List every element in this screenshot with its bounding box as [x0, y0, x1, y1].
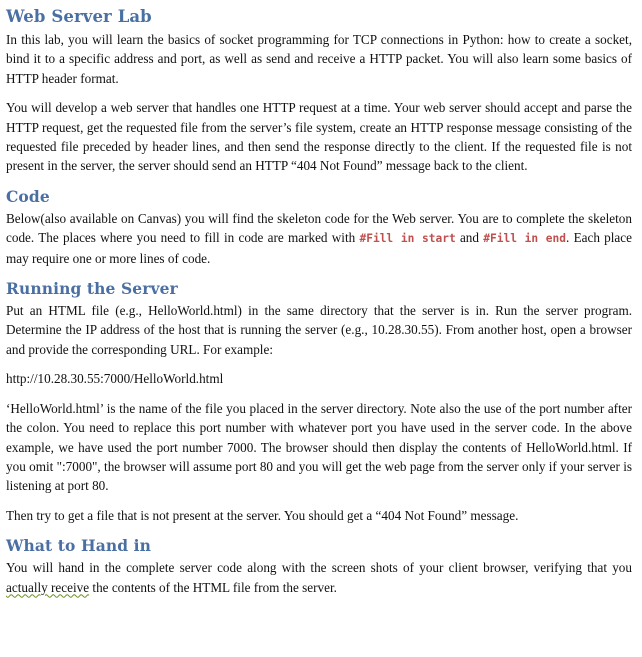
- handin-text-after: the contents of the HTML file from the server.: [89, 579, 337, 595]
- handin-text-before: You will hand in the complete server code along with the screen shots of your client browser, verifying that you: [6, 560, 632, 576]
- running-paragraph-3: Then try to get a file that is not present at the server. You should get a “404 Not Found” message.: [6, 507, 519, 523]
- code-text-between: and: [455, 230, 484, 246]
- example-url: http://10.28.30.55:7000/HelloWorld.html: [6, 371, 224, 387]
- code-text-after: . Each place may require one or more lines of code.: [6, 230, 632, 266]
- code-heading: Code: [6, 186, 50, 206]
- code-text-before: Below(also available on Canvas) you will find the skeleton code for the Web server. You are to complete the skeleton code. The places where you need to fill in code are marked with: [6, 210, 632, 246]
- handin-heading: What to Hand in: [6, 536, 152, 556]
- spellcheck-underlined-text: actually receive: [6, 579, 90, 595]
- develop-paragraph: You will develop a web server that handles one HTTP request at a time. Your web server should accept and parse the HTTP request, get the requested file from the server’s file system, create an HTTP response message consisting of the requested file preceded by header lines, and then send the response directly to the client. If the requested file is not present in the server, the server should send an HTTP “404 Not Found” message back to the client.: [6, 100, 632, 174]
- document-page: [6, 0, 632, 607]
- handin-paragraph: [6, 558, 632, 597]
- page-title: Web Server Lab: [6, 7, 152, 26]
- fill-end-marker: #Fill in end: [483, 232, 567, 246]
- intro-paragraph: In this lab, you will learn the basics of socket programming for TCP connections in Python: how to create a socket, bind it to a specific address and port, as well as send and receive a HTTP packet. You will also learn some basics of HTTP header format.: [6, 32, 632, 86]
- code-paragraph: [6, 209, 632, 268]
- running-paragraph-1: Put an HTML file (e.g., HelloWorld.html) in the same directory that the server is in. Run the server program. Determine the IP address of the host that is running the server (e.g., 10.28.30.55). From another host, open a browser and provide the corresponding URL. For example:: [6, 303, 632, 357]
- running-paragraph-2: ‘HelloWorld.html’ is the name of the file you placed in the server directory. Note also the use of the port number after the colon. You need to replace this port number with whatever port you have used in the server code. In the above example, we have used the port number 7000. The browser should then display the contents of HelloWorld.html. If you omit ":7000", the browser will assume port 80 and you will get the web page from the server only if your server is listening at port 80.: [6, 400, 632, 494]
- fill-start-marker: #Fill in start: [359, 232, 456, 246]
- running-heading: Running the Server: [6, 279, 178, 299]
